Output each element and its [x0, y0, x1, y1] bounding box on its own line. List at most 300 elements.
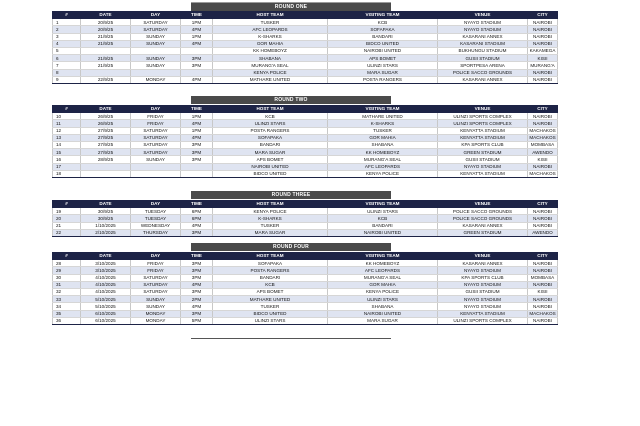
table-row [53, 229, 558, 236]
cell-venue: NYAYO STADIUM [438, 26, 528, 33]
cell-num: 19 [53, 208, 81, 215]
cell-host: BIDCO UNITED [213, 170, 328, 177]
cell-date: 6/10/2025 [81, 310, 131, 317]
cell-time: 3PM [181, 260, 213, 267]
cell-visitor: KENYA POLICE [328, 288, 438, 295]
cell-visitor: MATHARE UNITED [328, 113, 438, 120]
cell-num: 13 [53, 134, 81, 141]
cell-date: 4/10/2025 [81, 274, 131, 281]
cell-visitor: GOR MAHIA [328, 281, 438, 288]
cell-num: 28 [53, 260, 81, 267]
cell-visitor: ULINZI STARS [328, 208, 438, 215]
round-three-table [52, 200, 558, 237]
cell-time: 4PM [181, 222, 213, 229]
table-header-row [53, 106, 558, 113]
cell-city: NAIROBI [528, 76, 558, 83]
cell-date [81, 47, 131, 54]
column-header-time: TIME [181, 253, 213, 260]
cell-date: 20/9/25 [81, 26, 131, 33]
cell-num: 16 [53, 156, 81, 163]
cell-visitor: AFC LEOPARDS [328, 163, 438, 170]
cell-host: SOFAPAKA [213, 260, 328, 267]
cell-city: NAIROBI [528, 260, 558, 267]
cell-city: NAIROBI [528, 69, 558, 76]
cell-host: NAIROBI UNITED [213, 163, 328, 170]
cell-venue: GUSII STADIUM [438, 288, 528, 295]
table-row [53, 62, 558, 69]
cell-time [181, 47, 213, 54]
cell-city: KISII [528, 55, 558, 62]
column-header-city: CITY [528, 201, 558, 208]
cell-venue: KENYATTA STADIUM [438, 310, 528, 317]
cell-day: SUNDAY [131, 33, 181, 40]
cell-num: 36 [53, 317, 81, 324]
column-header-time: TIME [181, 12, 213, 19]
cell-time [181, 163, 213, 170]
cell-visitor: NAIROBI UNITED [328, 229, 438, 236]
column-header-visitor: VISITING TEAM [328, 253, 438, 260]
cell-day [131, 170, 181, 177]
cell-day: SUNDAY [131, 296, 181, 303]
cell-day: FRIDAY [131, 113, 181, 120]
cell-day: MONDAY [131, 310, 181, 317]
cell-time: 3PM [181, 267, 213, 274]
cell-num: 9 [53, 76, 81, 83]
cell-visitor: KENYA POLICE [328, 170, 438, 177]
cell-time: 4PM [181, 76, 213, 83]
cell-num: 10 [53, 113, 81, 120]
cell-city: NAIROBI [528, 120, 558, 127]
column-header-day: DAY [131, 106, 181, 113]
cell-num: 17 [53, 163, 81, 170]
cell-num: 34 [53, 303, 81, 310]
column-header-day: DAY [131, 12, 181, 19]
cell-time [181, 69, 213, 76]
cell-num: 35 [53, 310, 81, 317]
cell-num: 15 [53, 149, 81, 156]
cell-date: 2/10/2025 [81, 229, 131, 236]
cell-venue: SPORTPESA ARENA [438, 62, 528, 69]
table-row [53, 113, 558, 120]
table-row [53, 274, 558, 281]
cell-date: 30/9/25 [81, 208, 131, 215]
cell-city: NAIROBI [528, 26, 558, 33]
cell-time: 1PM [181, 19, 213, 26]
cell-city: MOMBASA [528, 141, 558, 148]
cell-date [81, 163, 131, 170]
cell-venue: NYAYO STADIUM [438, 19, 528, 26]
cell-city: AWENDO [528, 229, 558, 236]
cell-city: KAKAMEGA [528, 47, 558, 54]
cell-city: NAIROBI [528, 163, 558, 170]
cell-date: 27/9/25 [81, 134, 131, 141]
cell-city: NAIROBI [528, 317, 558, 324]
cell-city: NAIROBI [528, 33, 558, 40]
column-header-city: CITY [528, 253, 558, 260]
round-four-title: ROUND FOUR [191, 243, 391, 251]
cell-host: KENYA POLICE [213, 208, 328, 215]
cell-time: 4PM [181, 26, 213, 33]
cell-city: KISII [528, 288, 558, 295]
cell-date: 5/10/2025 [81, 303, 131, 310]
cell-city: MACHAKOS [529, 171, 556, 177]
cell-host: AFC LEOPARDS [213, 26, 328, 33]
cell-num: 1 [53, 19, 81, 26]
table-row [53, 296, 558, 303]
cell-day: SUNDAY [131, 156, 181, 163]
cell-date: 21/9/25 [81, 40, 131, 47]
cell-venue: POLICE SACCO GROUNDS [438, 208, 528, 215]
cell-venue: BUKHUNGU STADIUM [438, 47, 528, 54]
cell-venue: POLICE SACCO GROUNDS [438, 69, 528, 76]
cell-host: TUSKER [213, 303, 328, 310]
cell-host: MATHARE UNITED [213, 76, 328, 83]
cell-day: SATURDAY [131, 281, 181, 288]
table-row [53, 170, 558, 177]
cell-day: SUNDAY [131, 55, 181, 62]
cell-num: 8 [53, 69, 81, 76]
cell-visitor: GOR MAHIA [328, 134, 438, 141]
cell-day: THURSDAY [131, 229, 181, 236]
cell-venue: GREEN STADIUM [438, 149, 528, 156]
table-row [53, 149, 558, 156]
cell-time: 4PM [181, 40, 213, 47]
cell-visitor: NAIROBI UNITED [328, 310, 438, 317]
column-header-visitor: VISITING TEAM [328, 106, 438, 113]
cell-venue: NYAYO STADIUM [438, 163, 528, 170]
cell-venue: GREEN STADIUM [438, 229, 528, 236]
cell-host: SOFAPAKA [213, 134, 328, 141]
cell-date: 21/9/25 [81, 33, 131, 40]
table-row [53, 260, 558, 267]
cell-city: AWENDO [528, 149, 558, 156]
cell-day: SUNDAY [131, 40, 181, 47]
cell-host: MURANG'A SEAL [213, 62, 328, 69]
cell-time: 2PM [181, 296, 213, 303]
column-header-num: # [53, 253, 81, 260]
cell-venue: GUSII STADIUM [438, 156, 528, 163]
cell-time: 1PM [181, 33, 213, 40]
cell-num: 3 [53, 33, 81, 40]
column-header-visitor: VISITING TEAM [328, 12, 438, 19]
cell-time: 3PM [181, 310, 213, 317]
cell-day: FRIDAY [131, 120, 181, 127]
cell-visitor: KCB [328, 19, 438, 26]
cell-time: 3PM [181, 55, 213, 62]
cell-host: ULINZI STARS [213, 317, 328, 324]
cell-visitor: SHABANA [328, 303, 438, 310]
cell-num: 18 [53, 170, 81, 177]
table-row [53, 156, 558, 163]
cell-visitor: MURANG'A SEAL [328, 156, 438, 163]
cell-time: 6PM [181, 215, 213, 222]
column-header-day: DAY [131, 201, 181, 208]
cell-time: 4PM [181, 120, 213, 127]
table-row [53, 19, 558, 26]
column-header-time: TIME [181, 201, 213, 208]
cell-host: KCB [213, 113, 328, 120]
cell-day [131, 163, 181, 170]
cell-day [131, 47, 181, 54]
cell-date: 27/9/25 [81, 149, 131, 156]
cell-venue: KENYATTA STADIUM [438, 170, 528, 177]
cell-day: SATURDAY [131, 274, 181, 281]
table-header-row [53, 12, 558, 19]
cell-date: 21/9/25 [81, 55, 131, 62]
cell-day: SATURDAY [131, 19, 181, 26]
cell-city: NAIROBI [528, 19, 558, 26]
cell-date: 30/9/25 [81, 215, 131, 222]
cell-day: TUESDAY [131, 208, 181, 215]
column-header-visitor: VISITING TEAM [328, 201, 438, 208]
cell-time: 6PM [181, 208, 213, 215]
cell-num: 31 [53, 281, 81, 288]
cell-visitor: POSTA RANGERS [328, 76, 438, 83]
cell-day: MONDAY [131, 76, 181, 83]
column-header-host: HOST TEAM [213, 12, 328, 19]
cell-city: NAIROBI [528, 267, 558, 274]
column-header-venue: VENUE [438, 12, 528, 19]
table-row [53, 127, 558, 134]
round-one-table [52, 11, 558, 84]
column-header-date: DATE [81, 12, 131, 19]
cell-num: 12 [53, 127, 81, 134]
cell-visitor: MARA SUGAR [328, 69, 438, 76]
cell-date: 3/10/2025 [81, 260, 131, 267]
cell-host: KENYA POLICE [213, 69, 328, 76]
table-row [53, 288, 558, 295]
cell-city: NAIROBI [528, 296, 558, 303]
cell-city: NAIROBI [528, 113, 558, 120]
cell-date: 21/9/25 [81, 62, 131, 69]
cell-venue: POLICE SACCO GROUNDS [438, 215, 528, 222]
cell-day: SATURDAY [131, 288, 181, 295]
cell-city: NAIROBI [528, 215, 558, 222]
cell-num: 33 [53, 296, 81, 303]
cell-day [131, 69, 181, 76]
table-row [53, 281, 558, 288]
cell-day: SUNDAY [131, 303, 181, 310]
cell-visitor: BIDCO UNITED [328, 40, 438, 47]
cell-visitor: SOFAPAKA [328, 26, 438, 33]
cell-visitor: BANDARI [328, 33, 438, 40]
cell-venue: KENYATTA STADIUM [438, 134, 528, 141]
cell-time: 3PM [181, 141, 213, 148]
cell-host: KCB [213, 281, 328, 288]
cell-host: SHABANA [213, 55, 328, 62]
cell-visitor: SHABANA [328, 141, 438, 148]
table-row [53, 33, 558, 40]
cell-city: MACHAKOS [529, 128, 556, 134]
table-row [53, 40, 558, 47]
cell-venue: NYAYO STADIUM [438, 296, 528, 303]
cell-venue: ULINZI SPORTS COMPLEX [438, 120, 528, 127]
table-row [53, 55, 558, 62]
cell-date: 27/9/25 [81, 127, 131, 134]
cell-date: 4/10/2025 [81, 288, 131, 295]
cell-city: MACHAKOS [529, 310, 556, 316]
round-two-title: ROUND TWO [191, 96, 391, 104]
cell-day: MONDAY [131, 317, 181, 324]
cell-day: SATURDAY [131, 149, 181, 156]
table-row [53, 208, 558, 215]
cell-city: KISII [528, 156, 558, 163]
cell-time: 3PM [181, 229, 213, 236]
cell-num: 5 [53, 47, 81, 54]
table-row [53, 303, 558, 310]
cell-city: MACHAKOS [529, 135, 556, 141]
table-header-row [53, 201, 558, 208]
cell-host: POSTA RANGERS [213, 127, 328, 134]
table-header-row [53, 253, 558, 260]
column-header-time: TIME [181, 106, 213, 113]
cell-host: BANDARI [213, 274, 328, 281]
cell-date: 1/10/2025 [81, 222, 131, 229]
cell-num: 7 [53, 62, 81, 69]
cell-num: 14 [53, 141, 81, 148]
cell-visitor: KK HOMEBOYZ [328, 149, 438, 156]
cell-date: 22/9/25 [81, 76, 131, 83]
cell-time: 4PM [181, 303, 213, 310]
cell-venue: NYAYO STADIUM [438, 303, 528, 310]
table-row [53, 310, 558, 317]
cell-day: FRIDAY [131, 267, 181, 274]
cell-time: 4PM [181, 281, 213, 288]
table-row [53, 26, 558, 33]
cell-visitor: ULINZI STARS [328, 296, 438, 303]
cell-host: K-SHARKS [213, 33, 328, 40]
cell-city: NAIROBI [528, 208, 558, 215]
cell-time: 3PM [181, 156, 213, 163]
cell-city: NAIROBI [528, 222, 558, 229]
cell-host: GOR MAHIA [213, 40, 328, 47]
column-header-date: DATE [81, 106, 131, 113]
cell-host: KK HOMEBOYZ [213, 47, 328, 54]
table-row [53, 69, 558, 76]
cell-day: SATURDAY [131, 127, 181, 134]
cell-day: SATURDAY [131, 134, 181, 141]
cell-host: MARA SUGAR [213, 149, 328, 156]
bottom-rule [191, 338, 391, 339]
cell-day: FRIDAY [131, 260, 181, 267]
cell-num: 21 [53, 222, 81, 229]
cell-date [81, 69, 131, 76]
column-header-host: HOST TEAM [213, 253, 328, 260]
cell-day: SATURDAY [131, 26, 181, 33]
table-row [53, 163, 558, 170]
column-header-num: # [53, 106, 81, 113]
round-two-table [52, 105, 558, 178]
cell-venue: KPA SPORTS CLUB [438, 141, 528, 148]
cell-venue: ULINZI SPORTS COMPLEX [438, 113, 528, 120]
cell-host: APS BOMET [213, 288, 328, 295]
cell-time: 3PM [181, 62, 213, 69]
cell-time: 1PM [181, 127, 213, 134]
cell-time: 3PM [181, 149, 213, 156]
table-row [53, 134, 558, 141]
cell-date: 4/10/2025 [81, 281, 131, 288]
cell-time: 3PM [181, 288, 213, 295]
cell-time: 5PM [181, 317, 213, 324]
cell-date: 3/10/2025 [81, 267, 131, 274]
cell-date: 27/9/25 [81, 141, 131, 148]
cell-host: BIDCO UNITED [213, 310, 328, 317]
cell-time [181, 170, 213, 177]
cell-num: 32 [53, 288, 81, 295]
cell-visitor: TUSKER [328, 127, 438, 134]
cell-visitor: MURANG'A SEAL [328, 274, 438, 281]
table-row [53, 267, 558, 274]
cell-venue: KASARANI ANNEX [438, 33, 528, 40]
cell-host: MARA SUGAR [213, 229, 328, 236]
table-row [53, 141, 558, 148]
cell-time: 3PM [181, 274, 213, 281]
cell-city: NAIROBI [528, 40, 558, 47]
cell-city: MOMBASA [528, 274, 558, 281]
cell-city: NAIROBI [528, 281, 558, 288]
cell-date: 28/9/25 [81, 156, 131, 163]
column-header-day: DAY [131, 253, 181, 260]
cell-city: NAIROBI [528, 303, 558, 310]
cell-day: SUNDAY [131, 62, 181, 69]
cell-host: POSTA RANGERS [213, 267, 328, 274]
table-row [53, 120, 558, 127]
cell-day: WEDNESDAY [131, 222, 181, 229]
cell-venue: NYAYO STADIUM [438, 267, 528, 274]
cell-visitor: KCB [328, 215, 438, 222]
cell-date: 26/9/25 [81, 113, 131, 120]
cell-visitor: MARA SUGAR [328, 317, 438, 324]
round-one-title: ROUND ONE [191, 2, 391, 11]
cell-time: 1PM [181, 113, 213, 120]
column-header-date: DATE [81, 253, 131, 260]
cell-host: ULINZI STARS [213, 120, 328, 127]
cell-num: 11 [53, 120, 81, 127]
table-row [53, 47, 558, 54]
cell-time: 4PM [181, 134, 213, 141]
cell-city: MURANG'A [528, 62, 558, 69]
cell-num: 20 [53, 215, 81, 222]
cell-num: 4 [53, 40, 81, 47]
cell-venue: NYAYO STADIUM [438, 281, 528, 288]
cell-host: TUSKER [213, 19, 328, 26]
column-header-host: HOST TEAM [213, 201, 328, 208]
cell-host: BANDARI [213, 141, 328, 148]
cell-venue: KASARANI STADIUM [438, 40, 528, 47]
round-three-title: ROUND THREE [191, 191, 391, 199]
column-header-city: CITY [528, 12, 558, 19]
cell-visitor: ULINZI STARS [328, 62, 438, 69]
table-row [53, 76, 558, 83]
table-row [53, 222, 558, 229]
column-header-venue: VENUE [438, 201, 528, 208]
table-row [53, 215, 558, 222]
cell-num: 2 [53, 26, 81, 33]
cell-day: SATURDAY [131, 141, 181, 148]
cell-venue: ULINZI SPORTS COMPLEX [438, 317, 528, 324]
cell-visitor: BANDARI [328, 222, 438, 229]
cell-num: 22 [53, 229, 81, 236]
cell-num: 6 [53, 55, 81, 62]
round-four-table [52, 252, 558, 325]
cell-date: 5/10/2025 [81, 296, 131, 303]
cell-venue: KASARANI ANNEX [438, 76, 528, 83]
cell-num: 29 [53, 267, 81, 274]
cell-host: K-SHARKS [213, 215, 328, 222]
cell-host: APS BOMET [213, 156, 328, 163]
column-header-num: # [53, 12, 81, 19]
cell-venue: KENYATTA STADIUM [438, 127, 528, 134]
